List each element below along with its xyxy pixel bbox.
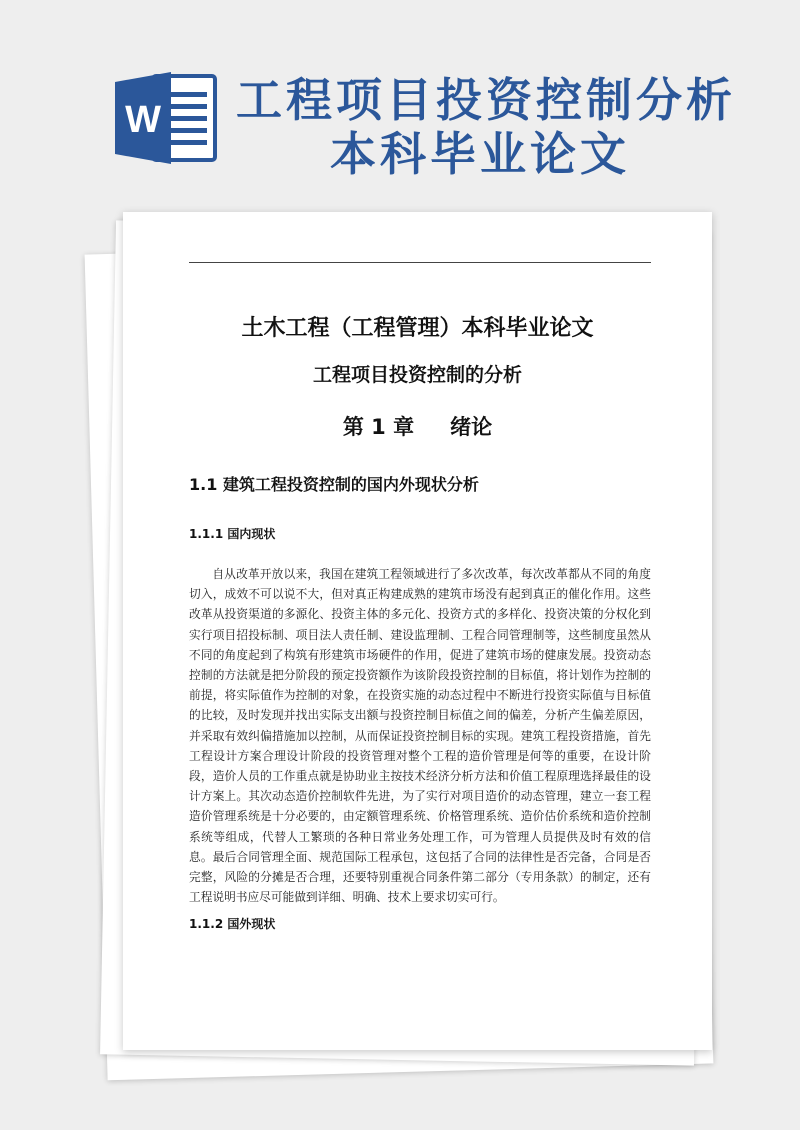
section-heading-1-1: 1.1 建筑工程投资控制的国内外现状分析 <box>189 475 479 494</box>
document-title: 土木工程（工程管理）本科毕业论文 <box>241 316 594 341</box>
chapter-heading <box>123 410 712 444</box>
banner-title-line-1: 工程项目投资控制分析 <box>236 73 736 127</box>
body-paragraph: 自从改革开放以来，我国在建筑工程领域进行了多次改革，每次改革都从不同的角度切入，成效不可以说不大，但对真正构建成熟的建筑市场没有起到真正的催化作用。这些改革从投资渠道的多源化、投资主体的多元化、投资方式的多样化、投资决策的分权化到实行项目招投标制、项目法人责任制、建设监理制、工程合同管理制等，这些制度虽然从不同的角度起到了构筑有形建筑市场硬件的作用，促进了建筑市场的健康发展。投资动态控制的方法就是把分阶段的预定投资额作为该阶段投资控制的目标值，将计划作为控制的前提，将实际值作为控制的对象，在投资实施的动态过程中不断进行投资实际值与目标值的比较，及时发现并找出实际支出额与投资控制目标值之间的偏差，分析产生偏差原因，并采取有效纠偏措施加以控制，从而保证投资控制目标的实现。建筑工程投资措施，首先工程设计方案合理设计阶段的投资管理对整个工程的造价管理是何等的重要，在设计阶段，造价人员的工作重点就是协助业主按技术经济分析方法和价值工程原理选择最佳的设计方案上。其次动态造价控制软件先进，为了实行对项目造价的动态管理，建立一套工程造价管理系统是十分必要的，由定额管理系统、价格管理系统、造价估价系统和造价控制系统等组成，代替人工繁琐的各种日常业务处理工作，可为管理人员提供及时有效的信息。最后合同管理全面、规范国际工程承包，这包括了合同的法律性是否完备，合同是否完整，风险的分摊是否合理，还要特别重视合同条件第二部分（专用条款）的制定，还有工程说明书应尽可能做到详细、明确、技术上要求切实可行。 <box>189 567 651 905</box>
banner-title-line-2: 本科毕业论文 <box>330 127 630 181</box>
banner-header <box>0 0 800 200</box>
subsection-heading-1-1-1: 1.1.1 国内现状 <box>189 527 276 541</box>
word-icon-letter: W <box>125 99 161 141</box>
chapter-number: 第 1 章 <box>342 415 415 439</box>
document-page <box>123 212 712 1050</box>
chapter-name: 绪论 <box>450 415 493 439</box>
subsection-heading-1-1-2: 1.1.2 国外现状 <box>189 917 276 931</box>
document-subtitle: 工程项目投资控制的分析 <box>312 364 522 386</box>
page-header-rule <box>189 262 651 263</box>
word-document-icon <box>113 70 219 166</box>
